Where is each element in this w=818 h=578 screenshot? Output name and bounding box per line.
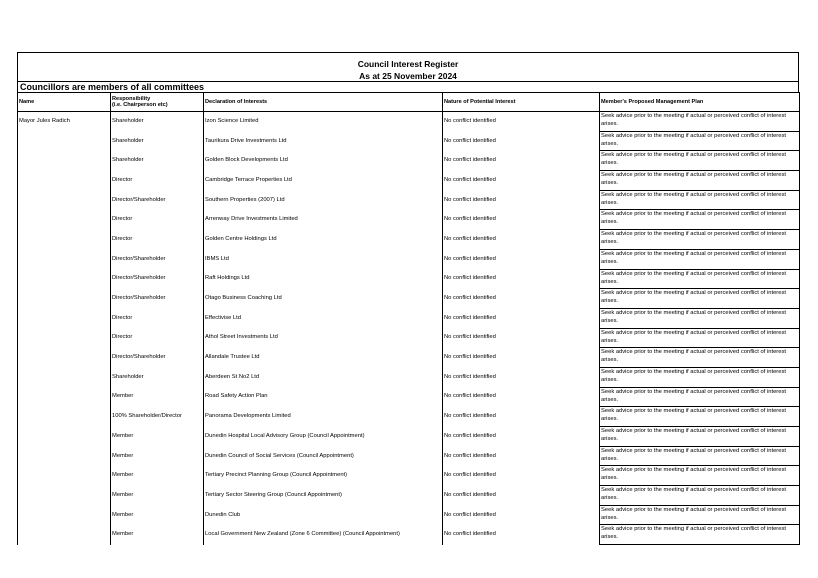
cell-nature: No conflict identified <box>443 348 600 368</box>
cell-nature: No conflict identified <box>443 230 600 250</box>
cell-name <box>18 308 111 328</box>
cell-declaration: Otago Business Coaching Ltd <box>204 289 443 309</box>
table-row <box>18 446 800 466</box>
table-row <box>18 190 800 210</box>
cell-responsibility: Director/Shareholder <box>111 190 204 210</box>
cell-name <box>18 230 111 250</box>
cell-name <box>18 151 111 171</box>
cell-plan: Seek advice prior to the meeting if actual or perceived conflict of interest arises. <box>600 525 800 545</box>
cell-responsibility: Shareholder <box>111 367 204 387</box>
cell-name <box>18 466 111 486</box>
cell-plan: Seek advice prior to the meeting if actual or perceived conflict of interest arises. <box>600 328 800 348</box>
column-header-declaration: Declaration of Interests <box>204 93 443 112</box>
cell-nature: No conflict identified <box>443 427 600 447</box>
cell-plan: Seek advice prior to the meeting if actual or perceived conflict of interest arises. <box>600 151 800 171</box>
cell-nature: No conflict identified <box>443 446 600 466</box>
cell-declaration: Taurikura Drive Investments Ltd <box>204 131 443 151</box>
cell-declaration: Dunedin Club <box>204 505 443 525</box>
cell-nature: No conflict identified <box>443 407 600 427</box>
cell-name <box>18 249 111 269</box>
cell-name <box>18 348 111 368</box>
cell-plan: Seek advice prior to the meeting if actual or perceived conflict of interest arises. <box>600 112 800 132</box>
cell-declaration: Local Government New Zealand (Zone 6 Committee) (Council Appointment) <box>204 525 443 545</box>
cell-name <box>18 427 111 447</box>
cell-plan: Seek advice prior to the meeting if actual or perceived conflict of interest arises. <box>600 190 800 210</box>
cell-declaration: Athol Street Investments Ltd <box>204 328 443 348</box>
table-row <box>18 131 800 151</box>
cell-nature: No conflict identified <box>443 486 600 506</box>
cell-plan: Seek advice prior to the meeting if actual or perceived conflict of interest arises. <box>600 171 800 191</box>
cell-nature: No conflict identified <box>443 525 600 545</box>
cell-name <box>18 446 111 466</box>
cell-nature: No conflict identified <box>443 269 600 289</box>
table-row <box>18 230 800 250</box>
cell-name: Mayor Jules Radich <box>18 112 111 132</box>
cell-plan: Seek advice prior to the meeting if actual or perceived conflict of interest arises. <box>600 446 800 466</box>
cell-name <box>18 387 111 407</box>
cell-plan: Seek advice prior to the meeting if actual or perceived conflict of interest arises. <box>600 427 800 447</box>
cell-nature: No conflict identified <box>443 151 600 171</box>
cell-declaration: Panorama Developments Limited <box>204 407 443 427</box>
cell-declaration: Golden Centre Holdings Ltd <box>204 230 443 250</box>
column-header-plan: Member's Proposed Management Plan <box>600 93 800 112</box>
cell-plan: Seek advice prior to the meeting if actual or perceived conflict of interest arises. <box>600 367 800 387</box>
cell-responsibility: Member <box>111 525 204 545</box>
table-row <box>18 210 800 230</box>
cell-nature: No conflict identified <box>443 249 600 269</box>
cell-responsibility: Member <box>111 486 204 506</box>
table-row <box>18 486 800 506</box>
column-header-name: Name <box>18 93 111 112</box>
cell-name <box>18 367 111 387</box>
cell-plan: Seek advice prior to the meeting if actual or perceived conflict of interest arises. <box>600 505 800 525</box>
cell-responsibility: Director <box>111 210 204 230</box>
cell-nature: No conflict identified <box>443 367 600 387</box>
cell-responsibility: Director <box>111 171 204 191</box>
cell-declaration: Raft Holdings Ltd <box>204 269 443 289</box>
cell-responsibility: Director <box>111 328 204 348</box>
cell-responsibility: Member <box>111 427 204 447</box>
cell-plan: Seek advice prior to the meeting if actual or perceived conflict of interest arises. <box>600 407 800 427</box>
cell-name <box>18 131 111 151</box>
cell-declaration: Golden Block Developments Ltd <box>204 151 443 171</box>
cell-name <box>18 190 111 210</box>
cell-responsibility: Director/Shareholder <box>111 249 204 269</box>
table-row <box>18 427 800 447</box>
cell-declaration: Effectivise Ltd <box>204 308 443 328</box>
table-row <box>18 308 800 328</box>
cell-name <box>18 407 111 427</box>
table-row <box>18 171 800 191</box>
cell-nature: No conflict identified <box>443 190 600 210</box>
cell-declaration: Aberdeen St No2 Ltd <box>204 367 443 387</box>
cell-name <box>18 486 111 506</box>
table-row <box>18 525 800 545</box>
section-heading: Councillors are members of all committees <box>17 81 799 92</box>
cell-name <box>18 210 111 230</box>
register-header <box>17 52 799 81</box>
cell-responsibility: Member <box>111 446 204 466</box>
cell-declaration: Dunedin Council of Social Services (Council Appointment) <box>204 446 443 466</box>
interest-register-sheet <box>17 52 799 545</box>
cell-nature: No conflict identified <box>443 466 600 486</box>
cell-nature: No conflict identified <box>443 131 600 151</box>
cell-plan: Seek advice prior to the meeting if actual or perceived conflict of interest arises. <box>600 230 800 250</box>
cell-plan: Seek advice prior to the meeting if actual or perceived conflict of interest arises. <box>600 289 800 309</box>
cell-plan: Seek advice prior to the meeting if actual or perceived conflict of interest arises. <box>600 486 800 506</box>
cell-responsibility: Member <box>111 505 204 525</box>
cell-plan: Seek advice prior to the meeting if actual or perceived conflict of interest arises. <box>600 210 800 230</box>
cell-nature: No conflict identified <box>443 112 600 132</box>
cell-name <box>18 505 111 525</box>
column-header-nature: Nature of Potential Interest <box>443 93 600 112</box>
table-row <box>18 367 800 387</box>
cell-responsibility: Director <box>111 308 204 328</box>
table-body <box>18 112 800 545</box>
cell-responsibility: Shareholder <box>111 112 204 132</box>
cell-name <box>18 269 111 289</box>
cell-declaration: Dunedin Hospital Local Advisory Group (Council Appointment) <box>204 427 443 447</box>
cell-plan: Seek advice prior to the meeting if actual or perceived conflict of interest arises. <box>600 249 800 269</box>
cell-responsibility: Member <box>111 466 204 486</box>
cell-declaration: Tertiary Sector Steering Group (Council Appointment) <box>204 486 443 506</box>
cell-name <box>18 289 111 309</box>
cell-plan: Seek advice prior to the meeting if actual or perceived conflict of interest arises. <box>600 308 800 328</box>
register-date: As at 25 November 2024 <box>359 71 457 81</box>
table-row <box>18 289 800 309</box>
cell-nature: No conflict identified <box>443 210 600 230</box>
cell-nature: No conflict identified <box>443 171 600 191</box>
cell-declaration: Izon Science Limited <box>204 112 443 132</box>
cell-name <box>18 171 111 191</box>
table-row <box>18 151 800 171</box>
cell-nature: No conflict identified <box>443 308 600 328</box>
table-row <box>18 112 800 132</box>
cell-plan: Seek advice prior to the meeting if actual or perceived conflict of interest arises. <box>600 269 800 289</box>
cell-declaration: Allandale Trustee Ltd <box>204 348 443 368</box>
cell-responsibility: Shareholder <box>111 131 204 151</box>
cell-declaration: Cambridge Terrace Properties Ltd <box>204 171 443 191</box>
cell-responsibility: Director <box>111 230 204 250</box>
cell-responsibility: 100% Shareholder/Director <box>111 407 204 427</box>
table-row <box>18 407 800 427</box>
cell-declaration: Road Safety Action Plan <box>204 387 443 407</box>
cell-responsibility: Member <box>111 387 204 407</box>
interest-table <box>17 92 800 545</box>
cell-name <box>18 525 111 545</box>
cell-responsibility: Director/Shareholder <box>111 348 204 368</box>
table-row <box>18 466 800 486</box>
cell-declaration: Arrenway Drive Investments Limited <box>204 210 443 230</box>
cell-responsibility: Director/Shareholder <box>111 289 204 309</box>
cell-nature: No conflict identified <box>443 289 600 309</box>
cell-responsibility: Shareholder <box>111 151 204 171</box>
cell-plan: Seek advice prior to the meeting if actual or perceived conflict of interest arises. <box>600 387 800 407</box>
cell-nature: No conflict identified <box>443 387 600 407</box>
cell-declaration: Tertiary Precinct Planning Group (Council Appointment) <box>204 466 443 486</box>
table-row <box>18 269 800 289</box>
table-header-row <box>18 93 800 112</box>
cell-declaration: Southern Properties (2007) Ltd <box>204 190 443 210</box>
cell-name <box>18 328 111 348</box>
cell-nature: No conflict identified <box>443 328 600 348</box>
cell-plan: Seek advice prior to the meeting if actual or perceived conflict of interest arises. <box>600 466 800 486</box>
cell-nature: No conflict identified <box>443 505 600 525</box>
table-row <box>18 505 800 525</box>
table-row <box>18 348 800 368</box>
cell-declaration: IBMS Ltd <box>204 249 443 269</box>
table-row <box>18 387 800 407</box>
cell-plan: Seek advice prior to the meeting if actual or perceived conflict of interest arises. <box>600 348 800 368</box>
cell-plan: Seek advice prior to the meeting if actual or perceived conflict of interest arises. <box>600 131 800 151</box>
cell-responsibility: Director/Shareholder <box>111 269 204 289</box>
register-title: Council Interest Register <box>357 59 459 69</box>
table-row <box>18 328 800 348</box>
table-row <box>18 249 800 269</box>
column-header-responsibility: Responsibility (i.e. Chairperson etc) <box>111 93 204 112</box>
